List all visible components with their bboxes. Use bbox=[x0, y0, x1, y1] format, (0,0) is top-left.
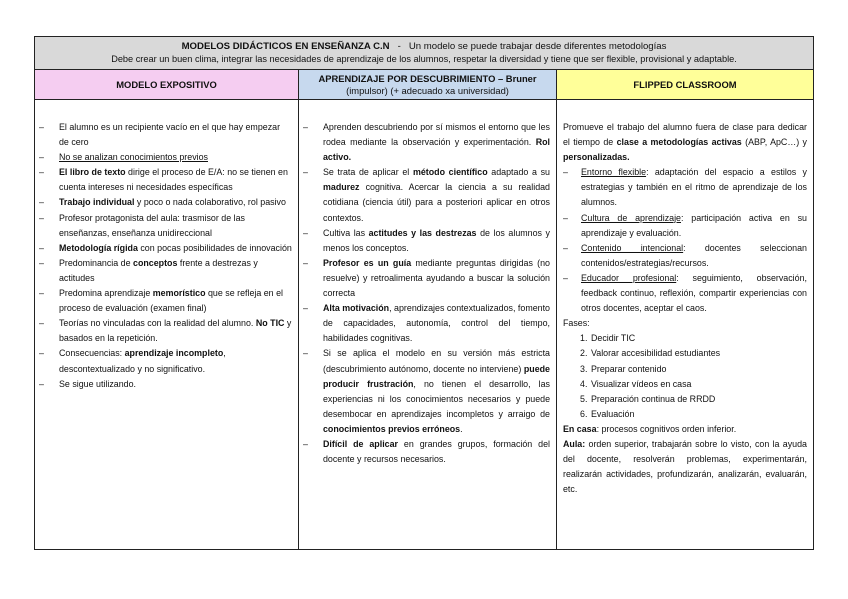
flipped-intro: Promueve el trabajo del alumno fuera de clase para dedicar el tiempo de clase a metodologías activas (ABP, ApC…) y personalizadas. bbox=[563, 122, 807, 163]
list-item: Valorar accesibilidad estudiantes bbox=[591, 348, 721, 359]
column-flipped bbox=[557, 100, 813, 549]
list-item: – Contenido intencional: docentes seleccionan contenidos/estrategias/recursos. bbox=[563, 241, 807, 271]
table-title bbox=[35, 37, 813, 70]
list-item: – Metodología rígida con pocas posibilidades de innovación bbox=[39, 241, 292, 256]
list-item: – Educador profesional: seguimiento, observación, feedback continuo, reflexión, compartir experiencias con otros docentes, aceptar el caos. bbox=[563, 271, 807, 316]
list-item: – El libro de texto dirige el proceso de E/A: no se tienen en cuenta intereses ni necesidades específicas bbox=[39, 165, 292, 195]
list-item: – Profesor es un guía mediante preguntas dirigidas (no resuelve) y retroalimenta ayudando a buscar la solución correcta bbox=[303, 256, 550, 301]
list-item: Decidir TIC bbox=[591, 333, 636, 344]
list-item: – Aprenden descubriendo por sí mismos el entorno que les rodea mediante la observación y experimentación. Rol activo. bbox=[303, 120, 550, 165]
list-item: Evaluación bbox=[591, 408, 635, 419]
list-item: – Entorno flexible: adaptación del espacio a estilos y estrategias y también en el ritmo de aprendizaje de los alumnos. bbox=[563, 165, 807, 210]
list-item: Preparar contenido bbox=[591, 363, 667, 374]
header-expositivo bbox=[35, 70, 299, 100]
list-item: – Cultiva las actitudes y las destrezas de los alumnos y menos los conceptos. bbox=[303, 226, 550, 256]
header-descubrimiento bbox=[299, 70, 557, 100]
header-descubrimiento-label: APRENDIZAJE POR DESCUBRIMIENTO – Bruner bbox=[318, 72, 537, 84]
en-casa: En casa: procesos cognitivos orden inferior. bbox=[563, 423, 737, 434]
title-subtitle: Un modelo se puede trabajar desde diferentes metodologías bbox=[408, 41, 667, 52]
list-item: – Se sigue utilizando. bbox=[39, 377, 292, 392]
title-separator: - bbox=[397, 41, 401, 52]
list-item: – No se analizan conocimientos previos bbox=[39, 150, 292, 165]
list-item: – Difícil de aplicar en grandes grupos, formación del docente y recursos necesarios. bbox=[303, 437, 550, 467]
header-flipped-label: FLIPPED CLASSROOM bbox=[633, 78, 737, 90]
list-item: – Predomina aprendizaje memorístico que se refleja en el proceso de evaluación (examen final) bbox=[39, 286, 292, 316]
header-descubrimiento-sub: (impulsor) (+ adecuado xa universidad) bbox=[346, 84, 509, 96]
list-item: – Consecuencias: aprendizaje incompleto, descontextualizado y no significativo. bbox=[39, 346, 292, 376]
column-expositivo bbox=[35, 100, 299, 549]
list-item: – Cultura de aprendizaje: participación activa en su aprendizaje y evaluación. bbox=[563, 211, 807, 241]
aula: Aula: orden superior, trabajarán sobre lo visto, con la ayuda del docente, resolverán problemas, experimentarán, realizarán actividades, profundizarán, analizarán, evaluarán, etc. bbox=[563, 438, 807, 495]
list-item: – Si se aplica el modelo en su versión más estricta (descubrimiento autónomo, docente no interviene) puede producir frustración, no tienen el desarrollo, las experiencias ni los conocimientos necesarios y puede desembocar en aprendizajes incompletos y arraigo de conocimientos previos erróneos. bbox=[303, 346, 550, 437]
header-expositivo-label: MODELO EXPOSITIVO bbox=[116, 78, 217, 90]
list-item: – El alumno es un recipiente vacío en el que hay empezar de cero bbox=[39, 120, 292, 150]
fases-label: Fases: bbox=[563, 318, 590, 329]
list-item: Visualizar vídeos en casa bbox=[591, 378, 692, 389]
fases-list bbox=[563, 331, 807, 422]
list-item: – Predominancia de conceptos frente a destrezas y actitudes bbox=[39, 256, 292, 286]
list-item: Preparación continua de RRDD bbox=[591, 393, 716, 404]
title-heading: MODELOS DIDÁCTICOS EN ENSEÑANZA C.N bbox=[181, 41, 390, 52]
list-item: – Teorías no vinculadas con la realidad del alumno. No TIC y basados en la repetición. bbox=[39, 316, 292, 346]
models-table bbox=[34, 36, 814, 550]
list-item: – Profesor protagonista del aula: trasmisor de las enseñanzas, enseñanza unidireccional bbox=[39, 211, 292, 241]
list-item: – Trabajo individual y poco o nada colaborativo, rol pasivo bbox=[39, 195, 292, 210]
header-flipped bbox=[557, 70, 813, 100]
column-descubrimiento bbox=[299, 100, 557, 549]
title-description: Debe crear un buen clima, integrar las necesidades de aprendizaje de los alumnos, respetar la diversidad y tiene que ser flexible, provisional y adaptable. bbox=[111, 54, 737, 64]
list-item: – Se trata de aplicar el método científico adaptado a su madurez cognitiva. Acercar la ciencia a su realidad cotidiana (ciencia útil) para a posteriori aplicar en otros contextos. bbox=[303, 165, 550, 225]
list-item: – Alta motivación, aprendizajes contextualizados, fomento de capacidades, autonomía, control del tiempo, habilidades cognitivas. bbox=[303, 301, 550, 346]
